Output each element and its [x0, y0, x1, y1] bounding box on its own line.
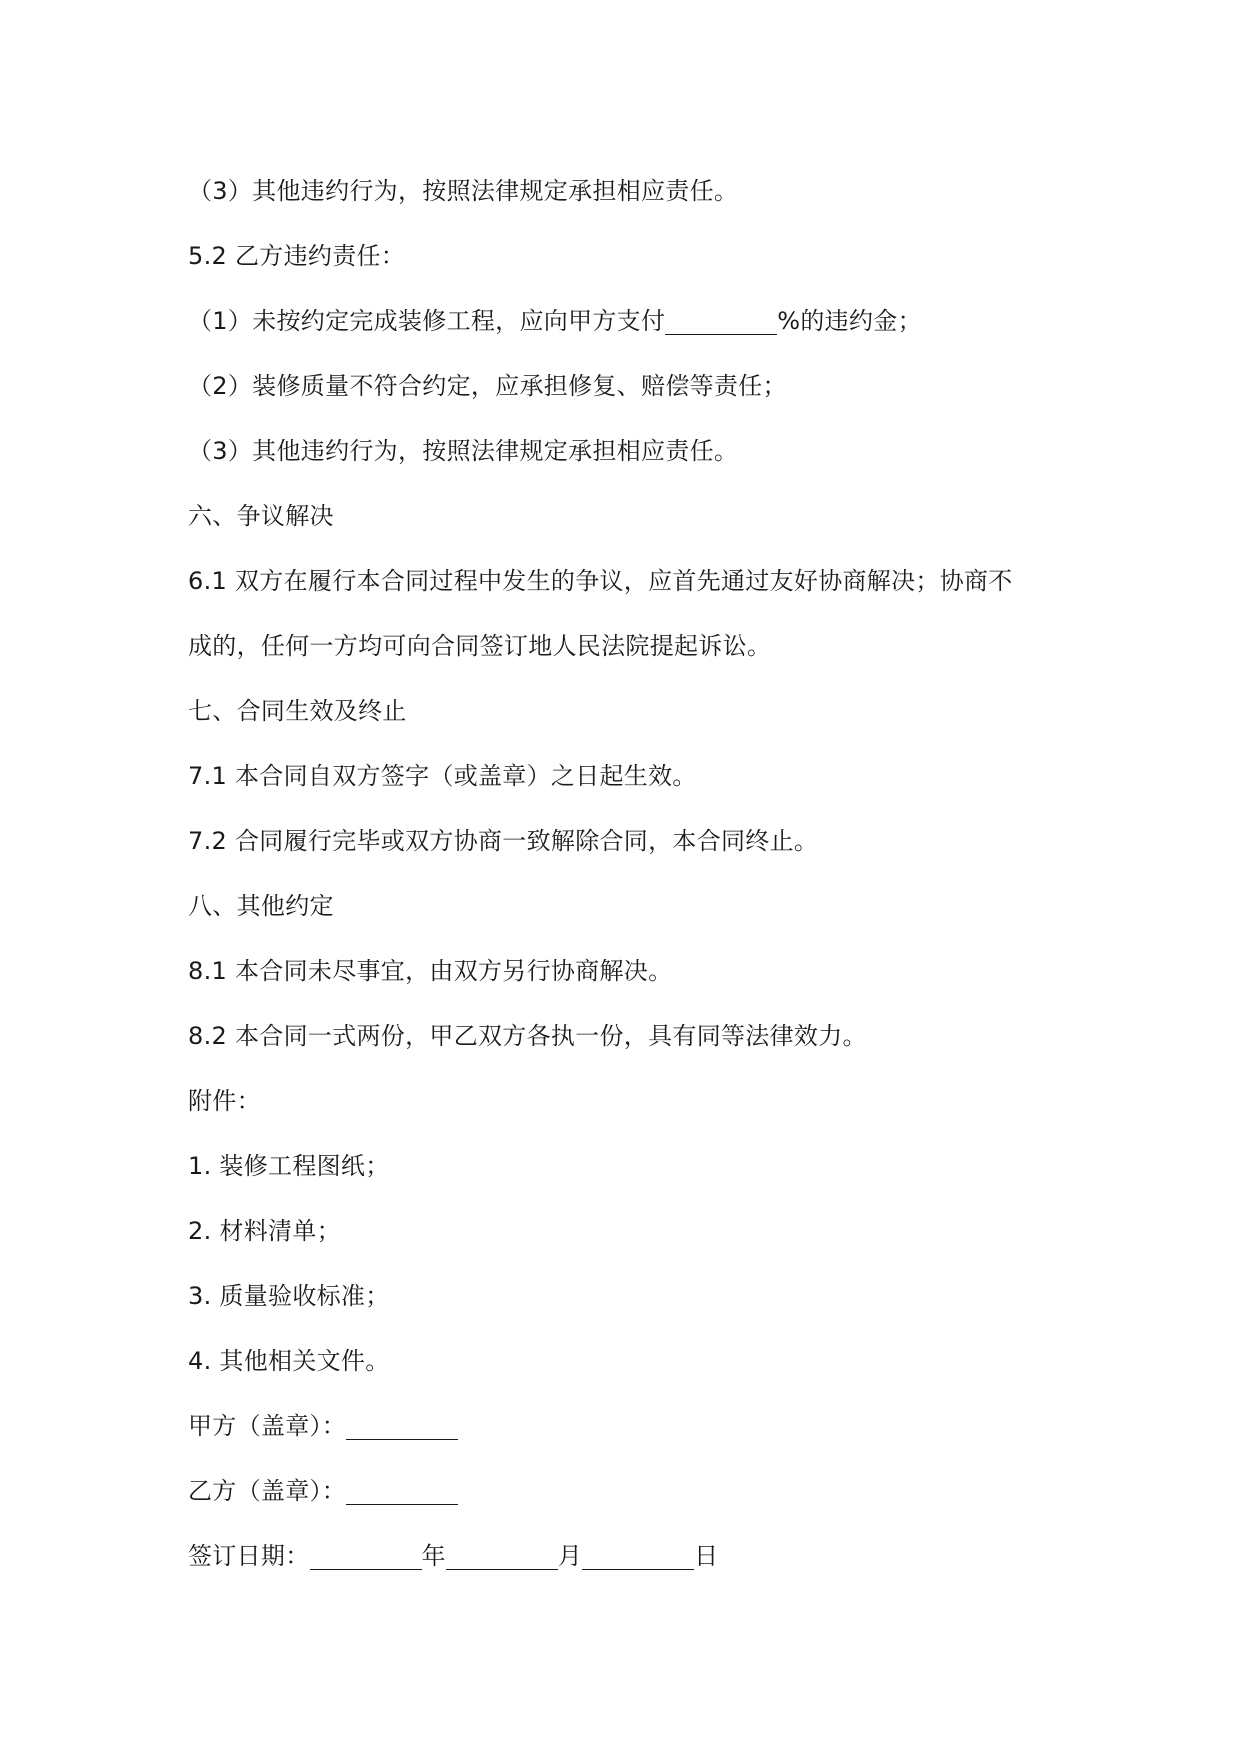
breach-party-b-item-1-suffix: %的违约金；: [777, 307, 922, 335]
document-body: [188, 159, 1058, 1589]
breach-party-a-item-3: （3）其他违约行为，按照法律规定承担相应责任。: [188, 177, 739, 205]
attachment-item: 4. 其他相关文件。: [188, 1347, 390, 1375]
breach-party-b-item-3: （3）其他违约行为，按照法律规定承担相应责任。: [188, 437, 739, 465]
other-heading: 八、其他约定: [188, 892, 334, 920]
month-blank: [446, 1539, 558, 1570]
year-label: 年: [421, 1542, 446, 1570]
party-b-signature-line: [188, 1459, 1058, 1524]
dispute-heading: 六、争议解决: [188, 502, 334, 530]
attachment-item: 1. 装修工程图纸；: [188, 1152, 390, 1180]
attachment-item: 3. 质量验收标准；: [188, 1282, 390, 1310]
clause-7-1: 7.1 本合同自双方签字（或盖章）之日起生效。: [188, 762, 697, 790]
attachments-heading: 附件：: [188, 1087, 261, 1115]
breach-party-b-heading: 5.2 乙方违约责任：: [188, 242, 406, 270]
party-b-signature-blank: [346, 1474, 458, 1505]
party-a-signature-blank: [346, 1409, 458, 1440]
attachment-item: 2. 材料清单；: [188, 1217, 341, 1245]
penalty-percent-blank: [665, 304, 777, 335]
party-a-signature-line: [188, 1394, 1058, 1459]
breach-party-b-item-2: （2）装修质量不符合约定，应承担修复、赔偿等责任；: [188, 372, 787, 400]
party-a-label: 甲方（盖章）：: [188, 1412, 347, 1440]
breach-party-b-item-1: [188, 289, 1058, 354]
date-label: 签订日期：: [188, 1542, 310, 1570]
breach-party-b-item-1-text: （1）未按约定完成装修工程，应向甲方支付: [188, 307, 666, 335]
clause-7-2: 7.2 合同履行完毕或双方协商一致解除合同，本合同终止。: [188, 827, 819, 855]
clause-6-1-line-2: 成的，任何一方均可向合同签订地人民法院提起诉讼。: [188, 632, 772, 660]
clause-8-1: 8.1 本合同未尽事宜，由双方另行协商解决。: [188, 957, 673, 985]
day-blank: [582, 1539, 694, 1570]
signing-date-line: [188, 1524, 1058, 1589]
party-b-label: 乙方（盖章）：: [188, 1477, 347, 1505]
clause-8-2: 8.2 本合同一式两份，甲乙双方各执一份，具有同等法律效力。: [188, 1022, 867, 1050]
effect-heading: 七、合同生效及终止: [188, 697, 407, 725]
month-label: 月: [557, 1542, 583, 1570]
year-blank: [310, 1539, 422, 1570]
clause-6-1-line-1: 6.1 双方在履行本合同过程中发生的争议，应首先通过友好协商解决；协商不: [188, 567, 1013, 595]
day-label: 日: [694, 1542, 719, 1570]
